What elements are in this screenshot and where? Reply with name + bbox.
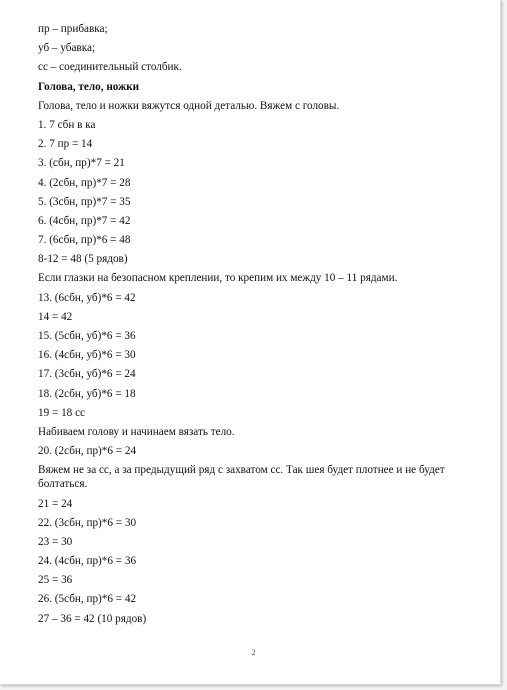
text-line: 26. (5сбн, пр)*6 = 42 — [38, 593, 137, 606]
text-line: 25 = 36 — [38, 574, 73, 587]
text-line: 20. (2сбн, пр)*6 = 24 — [38, 445, 137, 458]
text-line: 27 – 36 = 42 (10 рядов) — [38, 612, 147, 625]
text-line: уб – убавка; — [38, 42, 96, 55]
text-line: 14 = 42 — [38, 310, 73, 323]
text-line: 2. 7 пр = 14 — [38, 138, 93, 151]
text-line: 15. (5сбн, уб)*6 = 36 — [38, 330, 136, 342]
text-line: 8-12 = 48 (5 рядов) — [38, 253, 128, 266]
text-line: 16. (4сбн, уб)*6 = 30 — [38, 349, 136, 362]
text-line: 22. (3сбн, пр)*6 = 30 — [38, 516, 137, 529]
text-line: пр – прибавка; — [38, 23, 108, 35]
text-line: 18. (2сбн, уб)*6 = 18 — [38, 387, 136, 400]
document-body — [38, 22, 448, 631]
text-line: 1. 7 сбн в ка — [38, 118, 96, 131]
text-line: 13. (6сбн, уб)*6 = 42 — [38, 291, 136, 304]
text-line: Голова, тело и ножки вяжутся одной деталью. Вяжем с головы. — [38, 99, 340, 112]
text-line: 17. (3сбн, уб)*6 = 24 — [38, 368, 136, 381]
text-line: 7. (6сбн, пр)*6 = 48 — [38, 234, 131, 247]
page-number: 2 — [251, 648, 256, 657]
text-line: 23 = 30 — [38, 535, 73, 548]
text-line: 19 = 18 сс — [38, 406, 86, 419]
text-line: 6. (4сбн, пр)*7 = 42 — [38, 214, 131, 227]
text-line: 4. (2сбн, пр)*7 = 28 — [38, 176, 131, 189]
section-heading: Голова, тело, ножки — [38, 80, 140, 93]
text-line: сс – соединительный столбик. — [38, 61, 182, 74]
text-line: Если глазки на безопасном креплении, то крепим их между 10 – 11 рядами. — [38, 272, 398, 285]
text-line: 24. (4сбн, пр)*6 = 36 — [38, 555, 137, 568]
text-line: 5. (3сбн, пр)*7 = 35 — [38, 195, 131, 208]
text-line: 21 = 24 — [38, 497, 73, 510]
text-line: 3. (сбн, пр)*7 = 21 — [38, 157, 125, 170]
text-line: Вяжем не за сс, а за предыдущий ряд с захватом сс. Так шея будет плотнее и не будет болтаться. — [38, 464, 445, 491]
text-line: Набиваем голову и начинаем вязать тело. — [38, 425, 235, 438]
